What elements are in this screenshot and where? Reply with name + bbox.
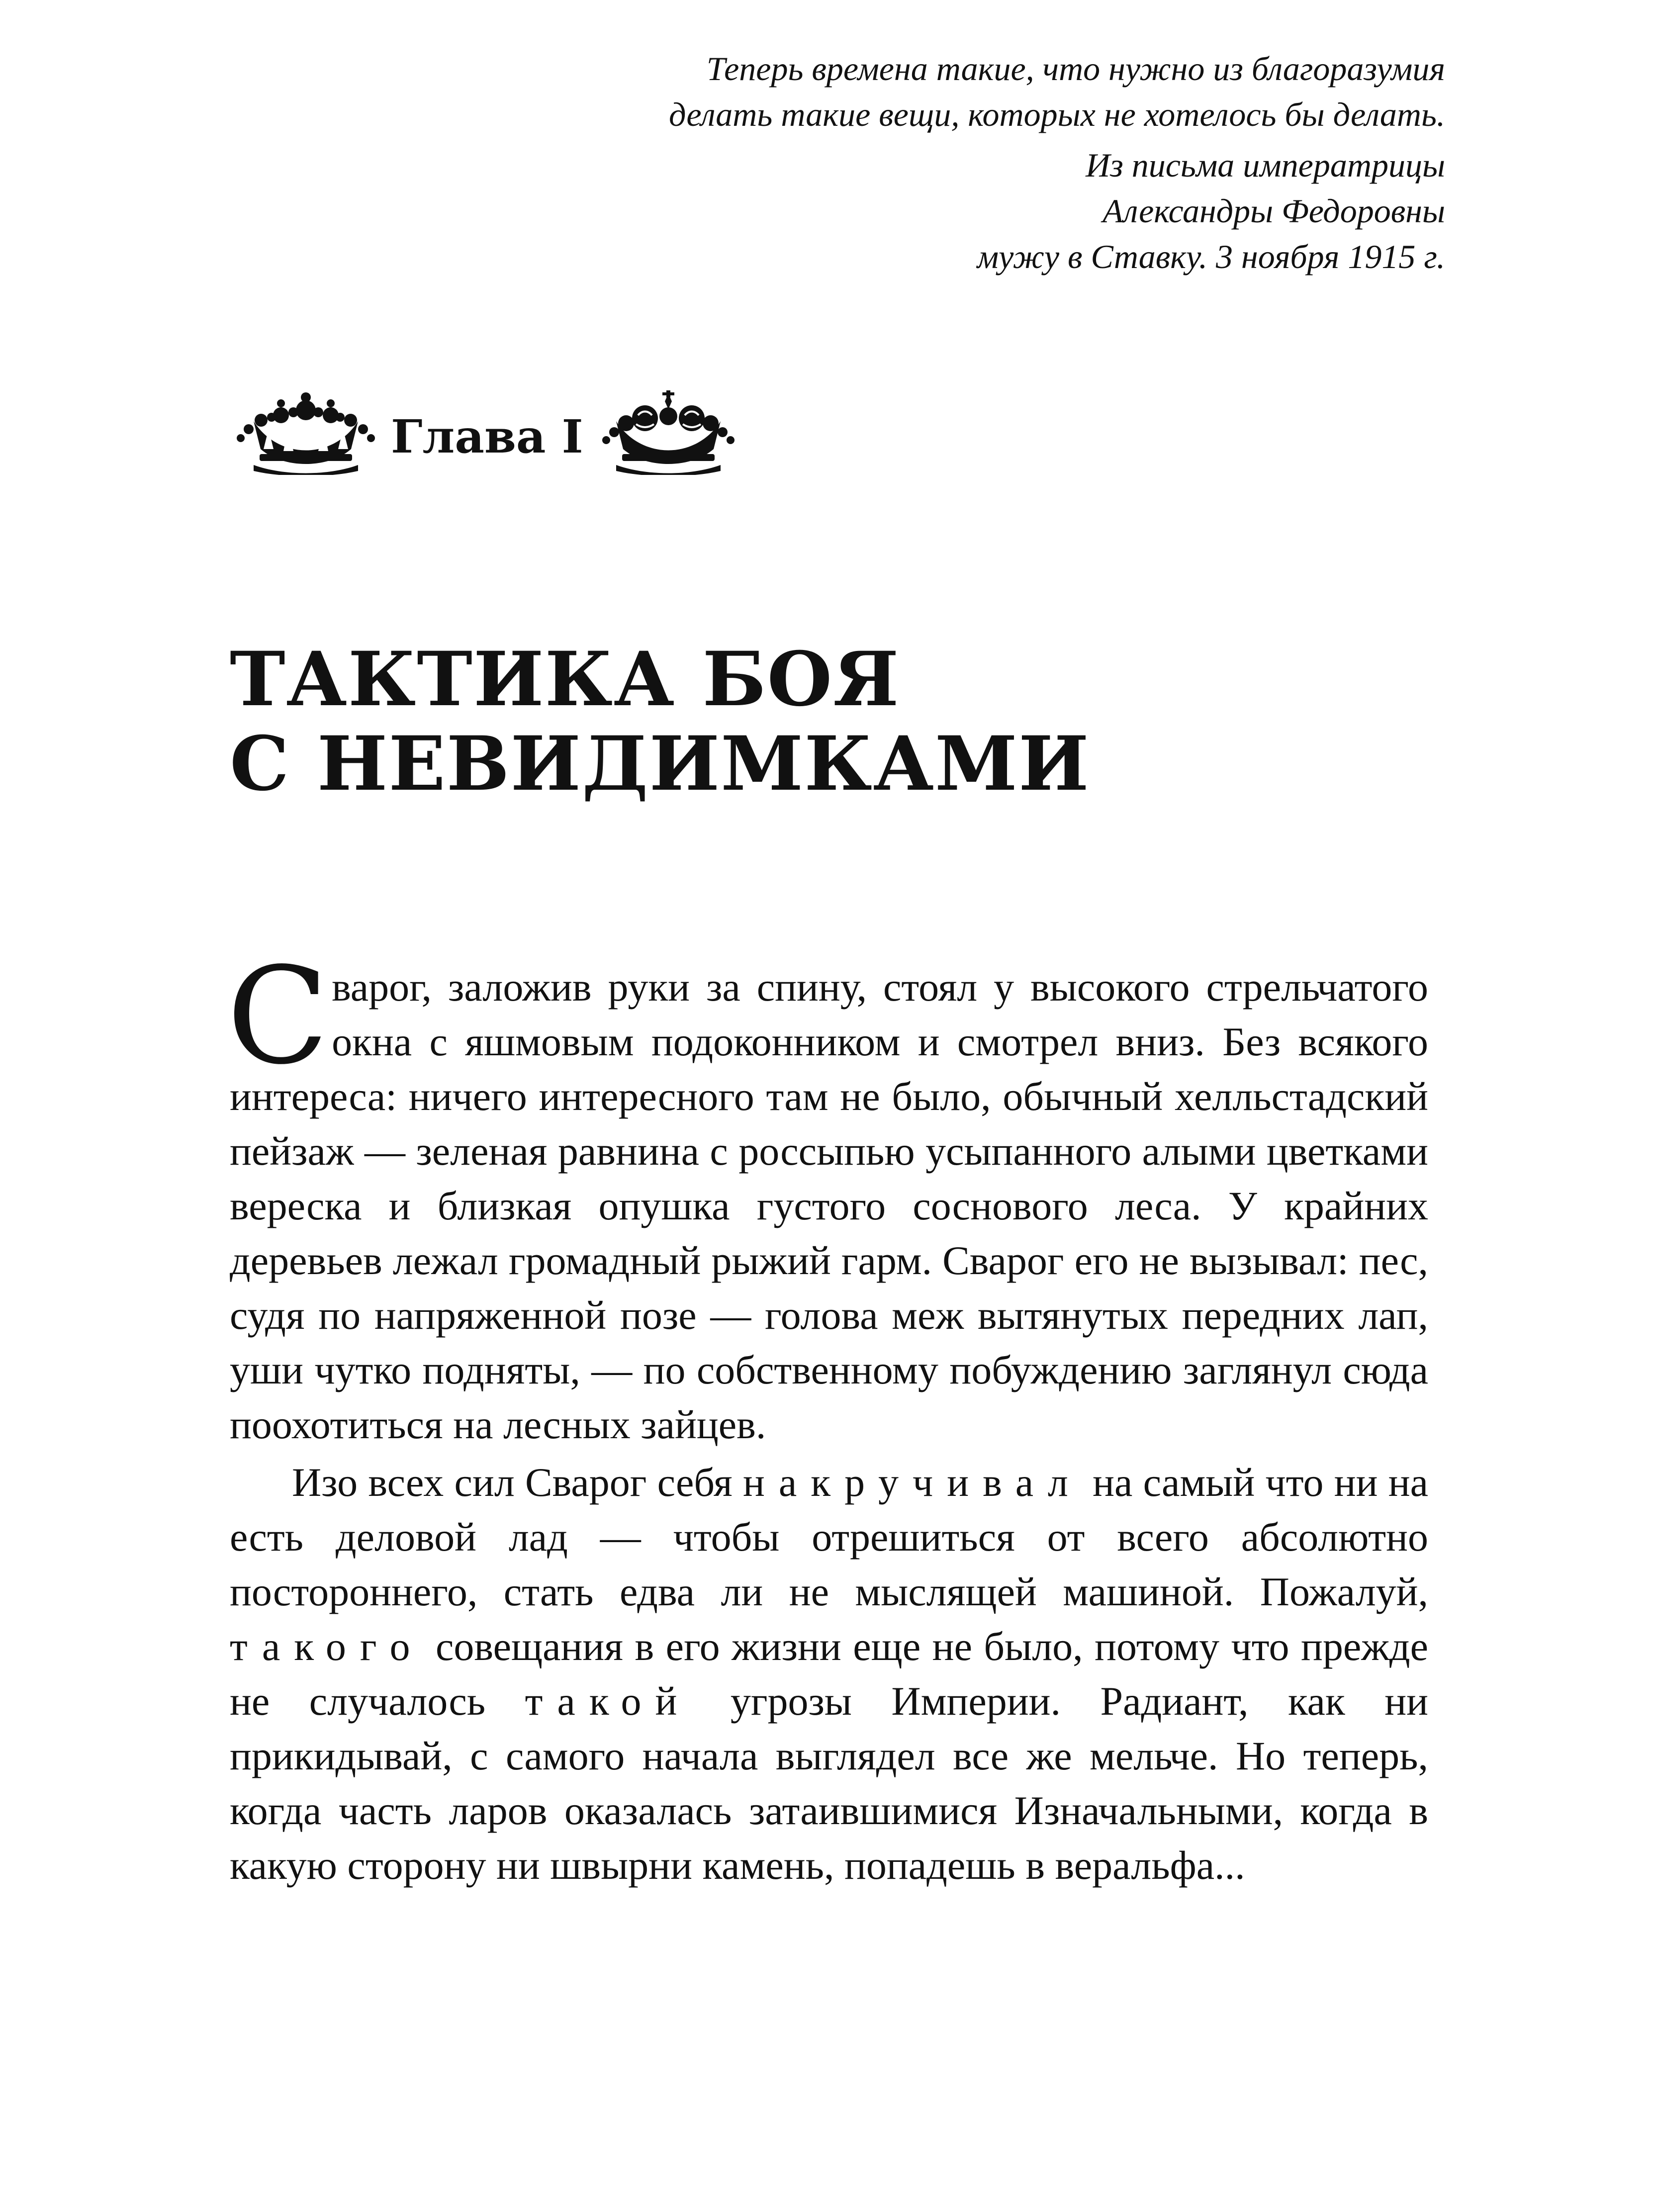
paragraph-text: Изо всех сил Сварог себя	[292, 1460, 743, 1505]
chapter-title-line: С НЕВИДИМКАМИ	[230, 720, 1090, 808]
epigraph-source-line: Александры Федоровны	[1102, 192, 1445, 230]
drop-cap: С	[227, 939, 329, 1094]
epigraph	[451, 46, 1445, 279]
chapter-heading	[234, 383, 740, 482]
emphasized-word: такого	[230, 1624, 424, 1669]
crown-left-icon	[234, 390, 378, 475]
epigraph-source	[451, 142, 1445, 279]
epigraph-source-line: Из письма императрицы	[1086, 146, 1445, 184]
paragraph	[230, 1455, 1428, 1893]
epigraph-quote	[451, 46, 1445, 137]
crown-right-icon	[596, 390, 740, 475]
paragraph-text: угрозы Империи. Радиант, как ни прикидывай, с самого начала выглядел все же мельче. Но теперь, когда часть ларов оказалась затаившимися Изначальными, когда в какую сторону ни швырни камень, попадешь в веральфа...	[230, 1678, 1428, 1888]
epigraph-quote-line: делать такие вещи, которых не хотелось бы делать.	[669, 95, 1445, 133]
paragraph-text: варог, заложив руки за спину, стоял у высокого стрельчатого окна с яшмовым подоконником и смотрел вниз. Без всякого интереса: ничего интересного там не было, обычный хелльстадский пейзаж — зеленая равнина с россыпью усыпанного алыми цветками вереска и близкая опушка густого соснового леса. У крайних деревьев лежал громадный рыжий гарм. Сварог его не вызывал: пес, судя по напряженной позе — голова меж вытянутых передних лап, уши чутко подняты, — по собственному побуждению заглянул сюда поохотиться на лесных зайцев.	[230, 964, 1428, 1447]
emphasized-word: накручивал	[743, 1460, 1082, 1505]
chapter-label: Глава I	[391, 410, 583, 463]
body-text	[227, 939, 1428, 1893]
paragraph-text: на самый что ни на есть деловой лад — чтобы отрешиться от всего абсолютно постороннего, стать едва ли не мыслящей машиной. Пожалуй,	[230, 1460, 1428, 1614]
chapter-title-line: ТАКТИКА БОЯ	[230, 635, 900, 723]
paragraph	[227, 939, 1428, 1452]
epigraph-quote-line: Теперь времена такие, что нужно из благоразумия	[706, 50, 1445, 88]
epigraph-source-line: мужу в Ставку. 3 ноября 1915 г.	[977, 238, 1445, 276]
emphasized-word: такой	[525, 1678, 691, 1724]
paragraph-text: совещания в его жизни еще не было, потому что прежде не случалось	[230, 1624, 1428, 1724]
chapter-title	[230, 637, 1473, 806]
